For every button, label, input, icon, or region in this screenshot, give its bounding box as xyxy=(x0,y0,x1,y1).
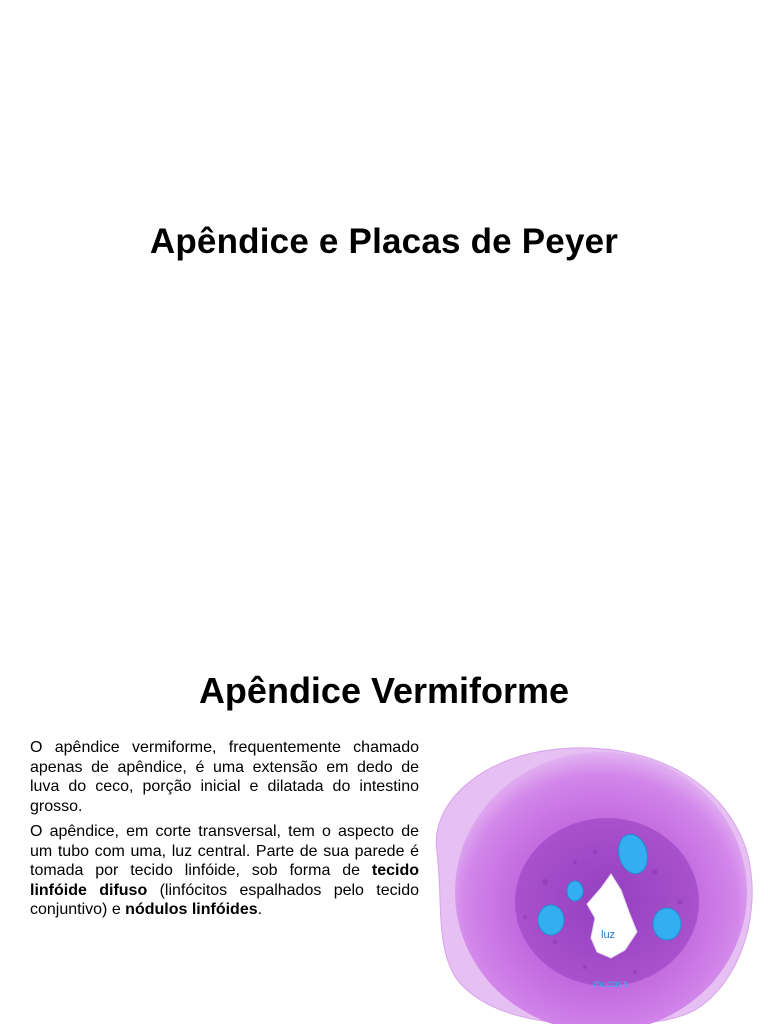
paragraph-2 xyxy=(30,822,419,920)
label-mucosa: mucosa xyxy=(593,979,629,990)
slide-2-title: Apêndice Vermiforme xyxy=(198,670,570,711)
paragraph-2-part-3: . xyxy=(257,901,263,918)
label-lumen: luz xyxy=(601,929,616,941)
slide-1-title: Apêndice e Placas de Peyer xyxy=(149,222,619,261)
nodule-4 xyxy=(653,908,681,940)
bold-term-diffuse-lymphoid-tissue: tecido linfóide difuso xyxy=(30,862,419,899)
paragraph-2-part-1: O apêndice, em corte transversal, tem o aspecto de um tubo com uma, luz central. Parte de sua parede é tomada por tecido linfóide, sob forma de xyxy=(30,823,419,879)
nodule-2 xyxy=(567,881,583,901)
bold-term-lymphoid-nodules: nódulos linfóides xyxy=(125,901,258,918)
paragraph-1: O apêndice vermiforme, frequentemente chamado apenas de apêndice, é uma extensão em dedo de luva do ceco, porção inicial e dilatada do intestino grosso. xyxy=(30,739,419,815)
nodule-3 xyxy=(538,905,564,935)
slide-2 xyxy=(0,512,768,1024)
appendix-micrograph xyxy=(425,742,765,1024)
body-text xyxy=(30,738,419,926)
paragraph-2-part-2: (linfócitos espalhados pelo tecido conjuntivo) e xyxy=(30,881,419,918)
